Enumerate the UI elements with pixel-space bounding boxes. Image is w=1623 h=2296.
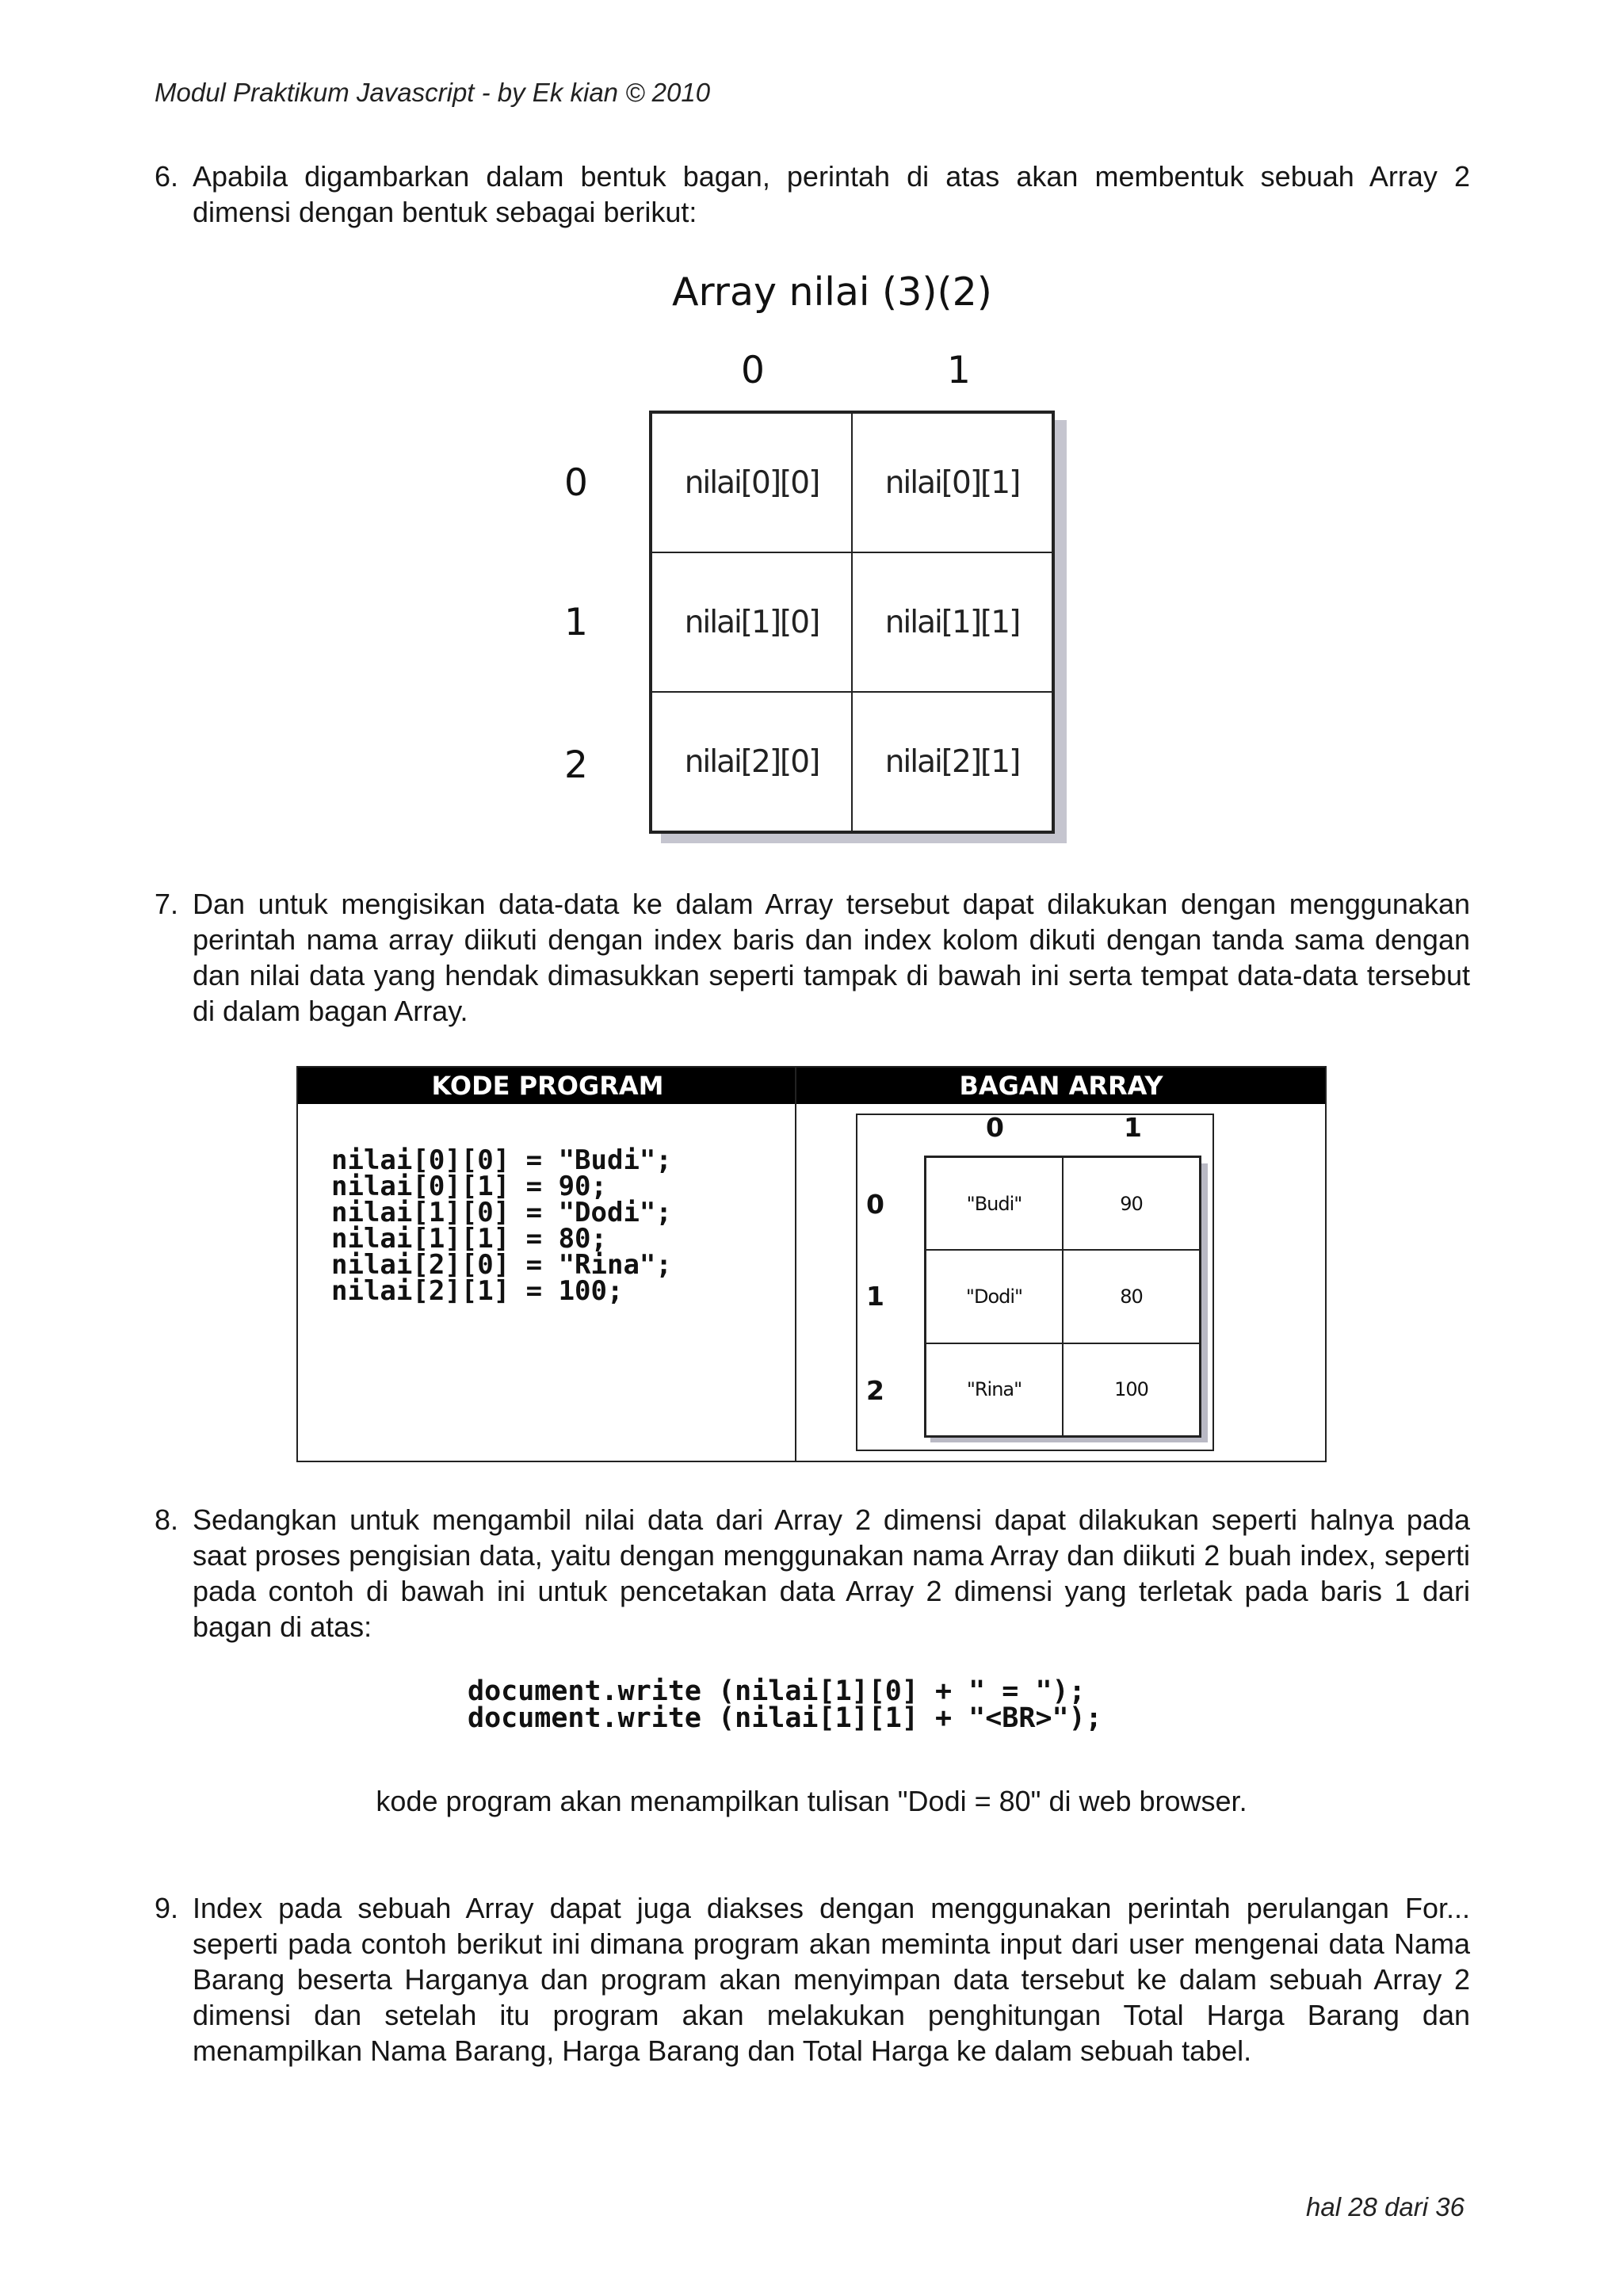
bagan-cell: 80 (1063, 1250, 1200, 1343)
list-item-9 (155, 1890, 1470, 2069)
row-header-2: 2 (564, 743, 588, 787)
item-number: 7. (155, 888, 179, 920)
item-number: 9. (155, 1892, 179, 1924)
bagan-col-header-0: 0 (986, 1112, 1004, 1143)
code-snippet: document.write (nilai[1][0] + " = "); document.write (nilai[1][1] + "<BR>"); (468, 1675, 1102, 1734)
bagan-cell: 100 (1063, 1343, 1200, 1436)
bagan-row-header-0: 0 (866, 1189, 884, 1220)
bagan-array-header: BAGAN ARRAY (959, 1071, 1163, 1101)
array-cell: nilai[2][0] (651, 692, 852, 831)
row-header-1: 1 (564, 601, 588, 644)
bagan-grid (924, 1156, 1201, 1438)
page-header: Modul Praktikum Javascript - by Ek kian © 2010 (155, 78, 711, 107)
array-grid (649, 411, 1055, 834)
array-cell: nilai[0][1] (852, 413, 1052, 552)
bagan-cell: "Budi" (926, 1157, 1063, 1250)
kode-program-header: KODE PROGRAM (431, 1071, 664, 1101)
column-divider (795, 1068, 796, 1461)
item-text: Apabila digambarkan dalam bentuk bagan, perintah di atas akan membentuk sebuah Array 2 dimensi dengan bentuk sebagai berikut: (193, 160, 1470, 228)
list-item-6 (155, 159, 1470, 230)
bagan-cell: "Dodi" (926, 1250, 1063, 1343)
diagram-title: Array nilai (3)(2) (672, 269, 992, 315)
array-cell: nilai[2][1] (852, 692, 1052, 831)
item-text: Sedangkan untuk mengambil nilai data dari Array 2 dimensi dapat dilakukan seperti halnya pada saat proses pengisian data, yaitu dengan menggunakan nama Array dan diikuti 2 buah index, seperti pada contoh di bawah ini untuk pencetakan data Array 2 dimensi yang terletak pada baris 1 dari bagan di atas: (193, 1503, 1470, 1643)
row-header-0: 0 (564, 461, 588, 505)
item-number: 8. (155, 1503, 179, 1536)
item-text: Dan untuk mengisikan data-data ke dalam Array tersebut dapat dilakukan dengan menggunakan perintah nama array diikuti dengan index baris dan index kolom dikuti dengan tanda sama dengan dan nilai data yang hendak dimasukkan seperti tampak di bawah ini serta tempat data-data tersebut di dalam bagan Array. (193, 888, 1470, 1027)
bagan-col-header-1: 1 (1124, 1112, 1142, 1143)
col-header-0: 0 (741, 349, 765, 392)
col-header-1: 1 (947, 349, 971, 392)
array-cell: nilai[1][1] (852, 552, 1052, 692)
item-number: 6. (155, 160, 179, 193)
page-number: hal 28 dari 36 (1306, 2192, 1465, 2222)
array-cell: nilai[0][0] (651, 413, 852, 552)
bagan-cell: 90 (1063, 1157, 1200, 1250)
array-cell: nilai[1][0] (651, 552, 852, 692)
list-item-8 (155, 1502, 1470, 1645)
item-text: Index pada sebuah Array dapat juga diakses dengan menggunakan perintah perulangan For... seperti pada contoh berikut ini dimana program akan meminta input dari user mengenai data Nama Barang beserta Harganya dan program akan menyimpan data tersebut ke dalam sebuah Array 2 dimensi dan setelah itu program akan melakukan penghitungan Total Harga Barang dan menampilkan Nama Barang, Harga Barang dan Total Harga ke dalam sebuah tabel. (193, 1892, 1470, 2067)
result-text: kode program akan menampilkan tulisan "Dodi = 80" di web browser. (376, 1785, 1247, 1817)
bagan-row-header-2: 2 (866, 1375, 884, 1406)
list-item-7 (155, 886, 1470, 1029)
bagan-cell: "Rina" (926, 1343, 1063, 1436)
bagan-row-header-1: 1 (866, 1281, 884, 1312)
code-listing: nilai[0][0] = "Budi"; nilai[0][1] = 90; nilai[1][0] = "Dodi"; nilai[1][1] = 80; nilai[2][0] = "Rina"; nilai[2][1] = 100; (331, 1144, 672, 1307)
